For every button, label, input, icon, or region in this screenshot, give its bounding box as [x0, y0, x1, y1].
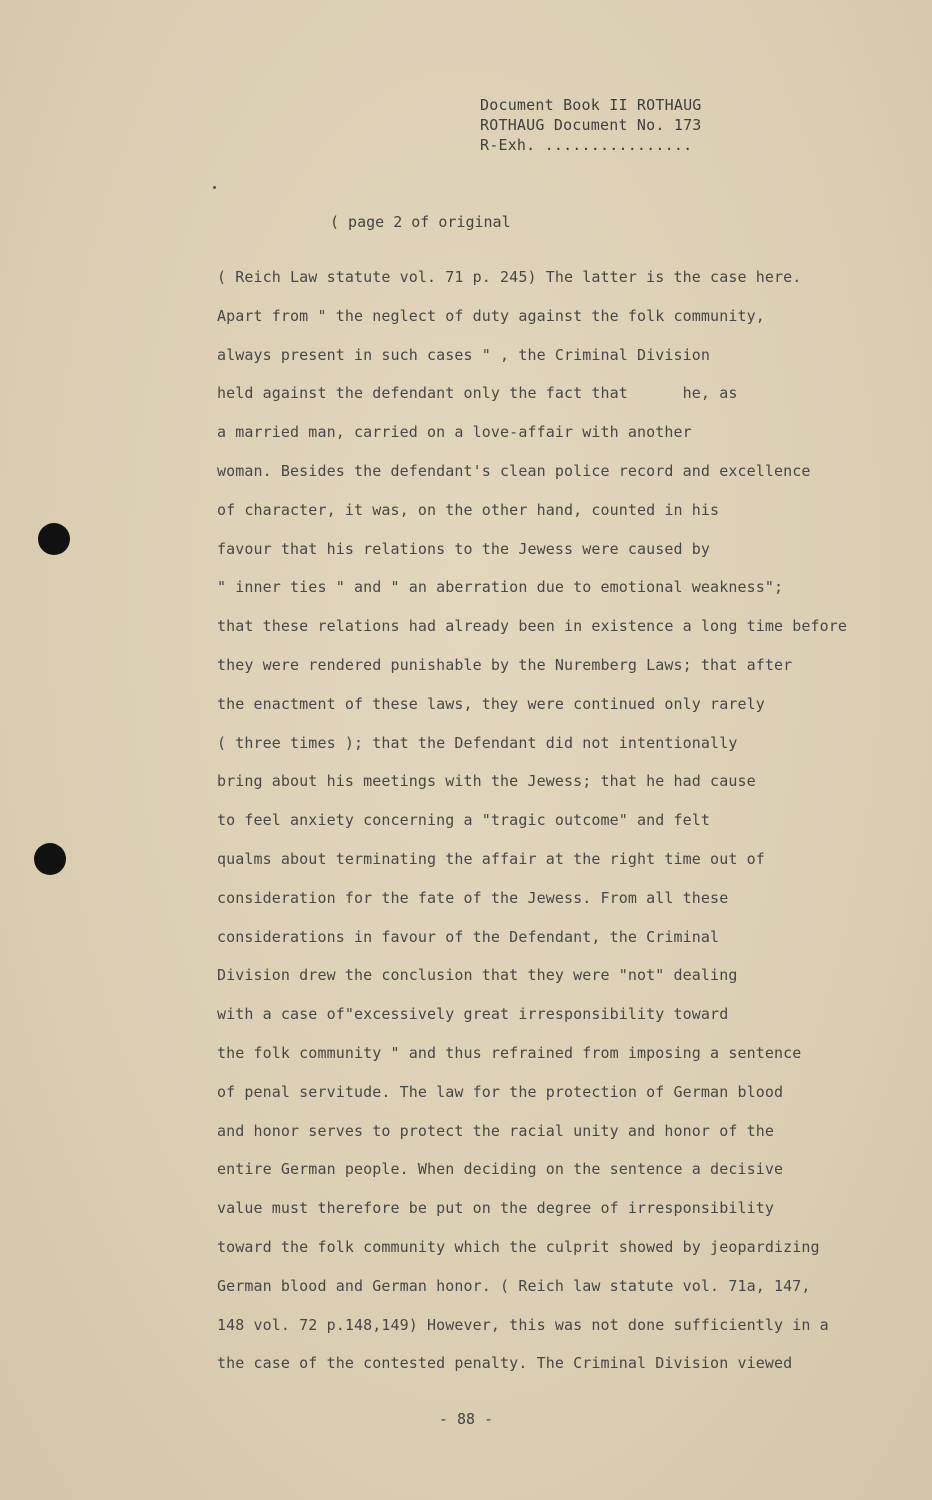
body-line: and honor serves to protect the racial unity and honor of the: [217, 1121, 774, 1140]
document-header: [480, 95, 702, 155]
body-line: favour that his relations to the Jewess were caused by: [217, 539, 711, 558]
body-line: ( three times ); that the Defendant did not intentionally: [217, 733, 738, 752]
punch-hole-bottom: [34, 843, 66, 875]
header-line-exhibit: R-Exh. ................: [480, 136, 693, 154]
body-line: qualms about terminating the affair at the right time out of: [217, 849, 765, 868]
page-note: ( page 2 of original: [330, 213, 511, 231]
body-line: value must therefore be put on the degree of irresponsibility: [217, 1199, 774, 1218]
body-line: of penal servitude. The law for the protection of German blood: [217, 1082, 784, 1101]
punch-hole-top: [38, 523, 70, 555]
body-line: woman. Besides the defendant's clean police record and excellence: [217, 461, 811, 480]
body-text: [217, 268, 877, 1393]
body-line: they were rendered punishable by the Nuremberg Laws; that after: [217, 655, 793, 674]
body-line: the case of the contested penalty. The Criminal Division viewed: [217, 1354, 793, 1373]
body-line: considerations in favour of the Defendant, the Criminal: [217, 927, 720, 946]
body-line: Apart from " the neglect of duty against the folk community,: [217, 306, 765, 325]
body-line: German blood and German honor. ( Reich law statute vol. 71a, 147,: [217, 1276, 811, 1295]
header-line-book: Document Book II ROTHAUG: [480, 96, 702, 114]
body-line: bring about his meetings with the Jewess; that he had cause: [217, 772, 756, 791]
stray-mark: [213, 186, 216, 189]
body-line: held against the defendant only the fact that he, as: [217, 384, 738, 403]
body-line: of character, it was, on the other hand, counted in his: [217, 500, 720, 519]
body-line: ( Reich Law statute vol. 71 p. 245) The latter is the case here.: [217, 268, 802, 286]
header-line-document-number: ROTHAUG Document No. 173: [480, 116, 702, 134]
body-line: the folk community " and thus refrained from imposing a sentence: [217, 1043, 802, 1062]
body-line: " inner ties " and " an aberration due to emotional weakness";: [217, 578, 784, 597]
body-line: 148 vol. 72 p.148,149) However, this was not done sufficiently in a: [217, 1315, 829, 1334]
body-line: entire German people. When deciding on the sentence a decisive: [217, 1160, 784, 1179]
body-line: with a case of"excessively great irresponsibility toward: [217, 1005, 729, 1024]
body-line: Division drew the conclusion that they were "not" dealing: [217, 966, 738, 985]
body-line: consideration for the fate of the Jewess. From all these: [217, 888, 729, 907]
body-line: a married man, carried on a love-affair with another: [217, 423, 692, 442]
body-line: to feel anxiety concerning a "tragic outcome" and felt: [217, 811, 711, 830]
page-number: - 88 -: [438, 1410, 494, 1428]
body-line: the enactment of these laws, they were continued only rarely: [217, 694, 765, 713]
body-line: toward the folk community which the culprit showed by jeopardizing: [217, 1237, 820, 1256]
body-line: always present in such cases " , the Criminal Division: [217, 345, 711, 364]
body-line: that these relations had already been in existence a long time before: [217, 617, 848, 636]
